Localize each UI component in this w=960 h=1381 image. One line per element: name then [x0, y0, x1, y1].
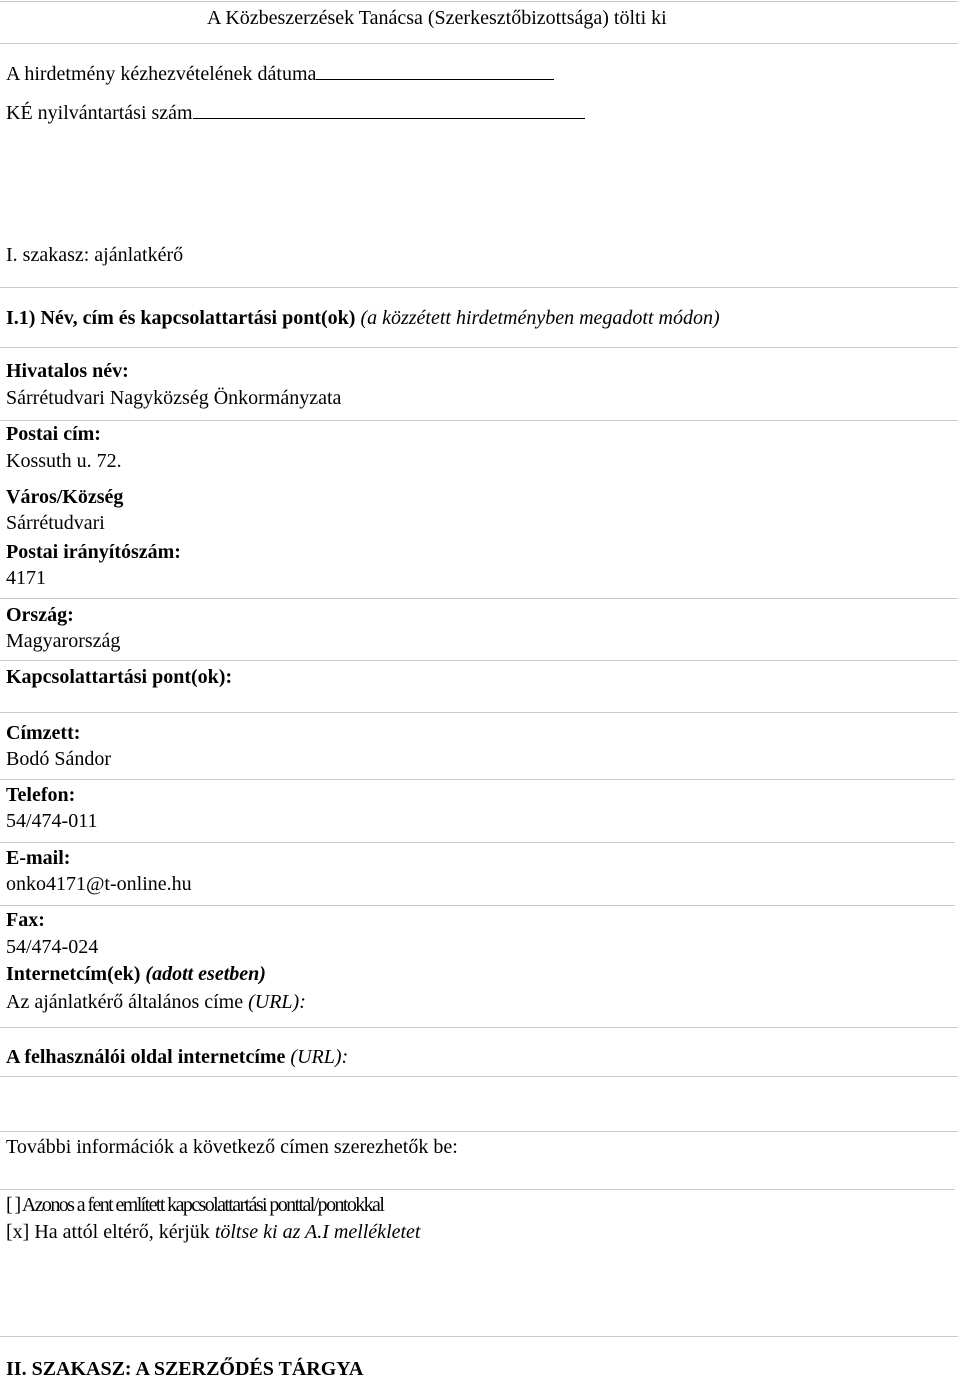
- recipient-value: Bodó Sándor: [6, 748, 111, 770]
- subsection-title-text: I.1) Név, cím és kapcsolattartási pont(ok): [6, 307, 356, 329]
- contact-points-label: Kapcsolattartási pont(ok):: [6, 666, 233, 688]
- official-name-label: Hivatalos név:: [6, 360, 129, 382]
- internet-label: Internetcím(ek): [6, 963, 141, 985]
- section2-title: II. SZAKASZ: A SZERZŐDÉS TÁRGYA: [6, 1358, 364, 1380]
- filled-by-note: [207, 6, 667, 30]
- country-rule: [0, 660, 958, 661]
- postal-address-value: Kossuth u. 72.: [6, 450, 122, 472]
- postal-address-label: Postai cím:: [6, 423, 101, 445]
- option-other-italic: töltse ki az A.I mellékletet: [214, 1221, 421, 1243]
- fax-value: 54/474-024: [6, 936, 99, 958]
- city-label: Város/Község: [6, 486, 124, 508]
- fax-label: Fax:: [6, 909, 45, 931]
- country-value: Magyarország: [6, 630, 121, 652]
- receipt-date-label: A hirdetmény kézhezvételének dátuma: [6, 63, 317, 85]
- subsection-title: [6, 306, 720, 330]
- recipient-rule: [0, 779, 955, 780]
- section1-rule: [0, 287, 958, 288]
- registration-number-field[interactable]: [193, 100, 585, 119]
- email-value[interactable]: onko4171@t-online.hu: [6, 873, 192, 895]
- official-name-value: Sárrétudvari Nagyközség Önkormányzata: [6, 387, 342, 409]
- section1-title: [6, 243, 183, 267]
- section1-title-text: I. szakasz: ajánlatkérő: [6, 244, 184, 266]
- official-name-rule: [0, 420, 958, 421]
- buyer-profile-rule: [0, 1076, 958, 1077]
- option-same-address[interactable]: [ ] Azonos a fent említett kapcsolattartási ponttal/pontokkal: [6, 1194, 384, 1216]
- option-other-address[interactable]: [6, 1220, 421, 1244]
- recipient-label: Címzett:: [6, 722, 81, 744]
- email-label: E-mail:: [6, 847, 71, 869]
- receipt-date-row: [6, 61, 554, 86]
- further-info-label: További információk a következő címen szerezhetők be:: [6, 1136, 458, 1158]
- postcode-value: 4171: [6, 567, 46, 589]
- receipt-date-field[interactable]: [316, 61, 554, 80]
- header-rule: [0, 43, 958, 44]
- general-url-rule: [0, 1027, 958, 1028]
- phone-rule: [0, 842, 955, 843]
- postcode-label: Postai irányítószám:: [6, 541, 181, 563]
- buyer-profile-row: [6, 1045, 348, 1069]
- registration-number-row: [6, 100, 585, 125]
- top-rule: [0, 1, 958, 2]
- general-url-label: Az ajánlatkérő általános címe: [6, 991, 244, 1013]
- phone-value: 54/474-011: [6, 810, 98, 832]
- postcode-rule: [0, 598, 958, 599]
- email-rule: [0, 905, 955, 906]
- subsection-note: (a közzétett hirdetményben megadott módon): [360, 307, 720, 329]
- option-other-prefix: [x] Ha attól eltérő, kérjük: [6, 1221, 210, 1243]
- internet-note: (adott esetben): [145, 963, 266, 985]
- further-info-top-rule: [0, 1131, 958, 1132]
- buyer-profile-label: A felhasználói oldal internetcíme: [6, 1046, 286, 1068]
- city-value: Sárrétudvari: [6, 512, 105, 534]
- internet-row: [6, 962, 266, 986]
- general-url-row: [6, 990, 306, 1014]
- filled-by-text: A Közbeszerzések Tanácsa (Szerkesztőbizottsága) tölti ki: [207, 7, 667, 29]
- subsection-rule: [0, 347, 958, 348]
- phone-label: Telefon:: [6, 784, 76, 806]
- contact-points-rule: [0, 712, 958, 713]
- country-label: Ország:: [6, 604, 74, 626]
- buyer-profile-suffix: (URL):: [290, 1046, 349, 1068]
- section2-top-rule: [0, 1336, 958, 1337]
- general-url-suffix: (URL):: [248, 991, 306, 1013]
- registration-number-label: KÉ nyilvántartási szám: [6, 102, 193, 124]
- further-info-rule: [0, 1189, 955, 1190]
